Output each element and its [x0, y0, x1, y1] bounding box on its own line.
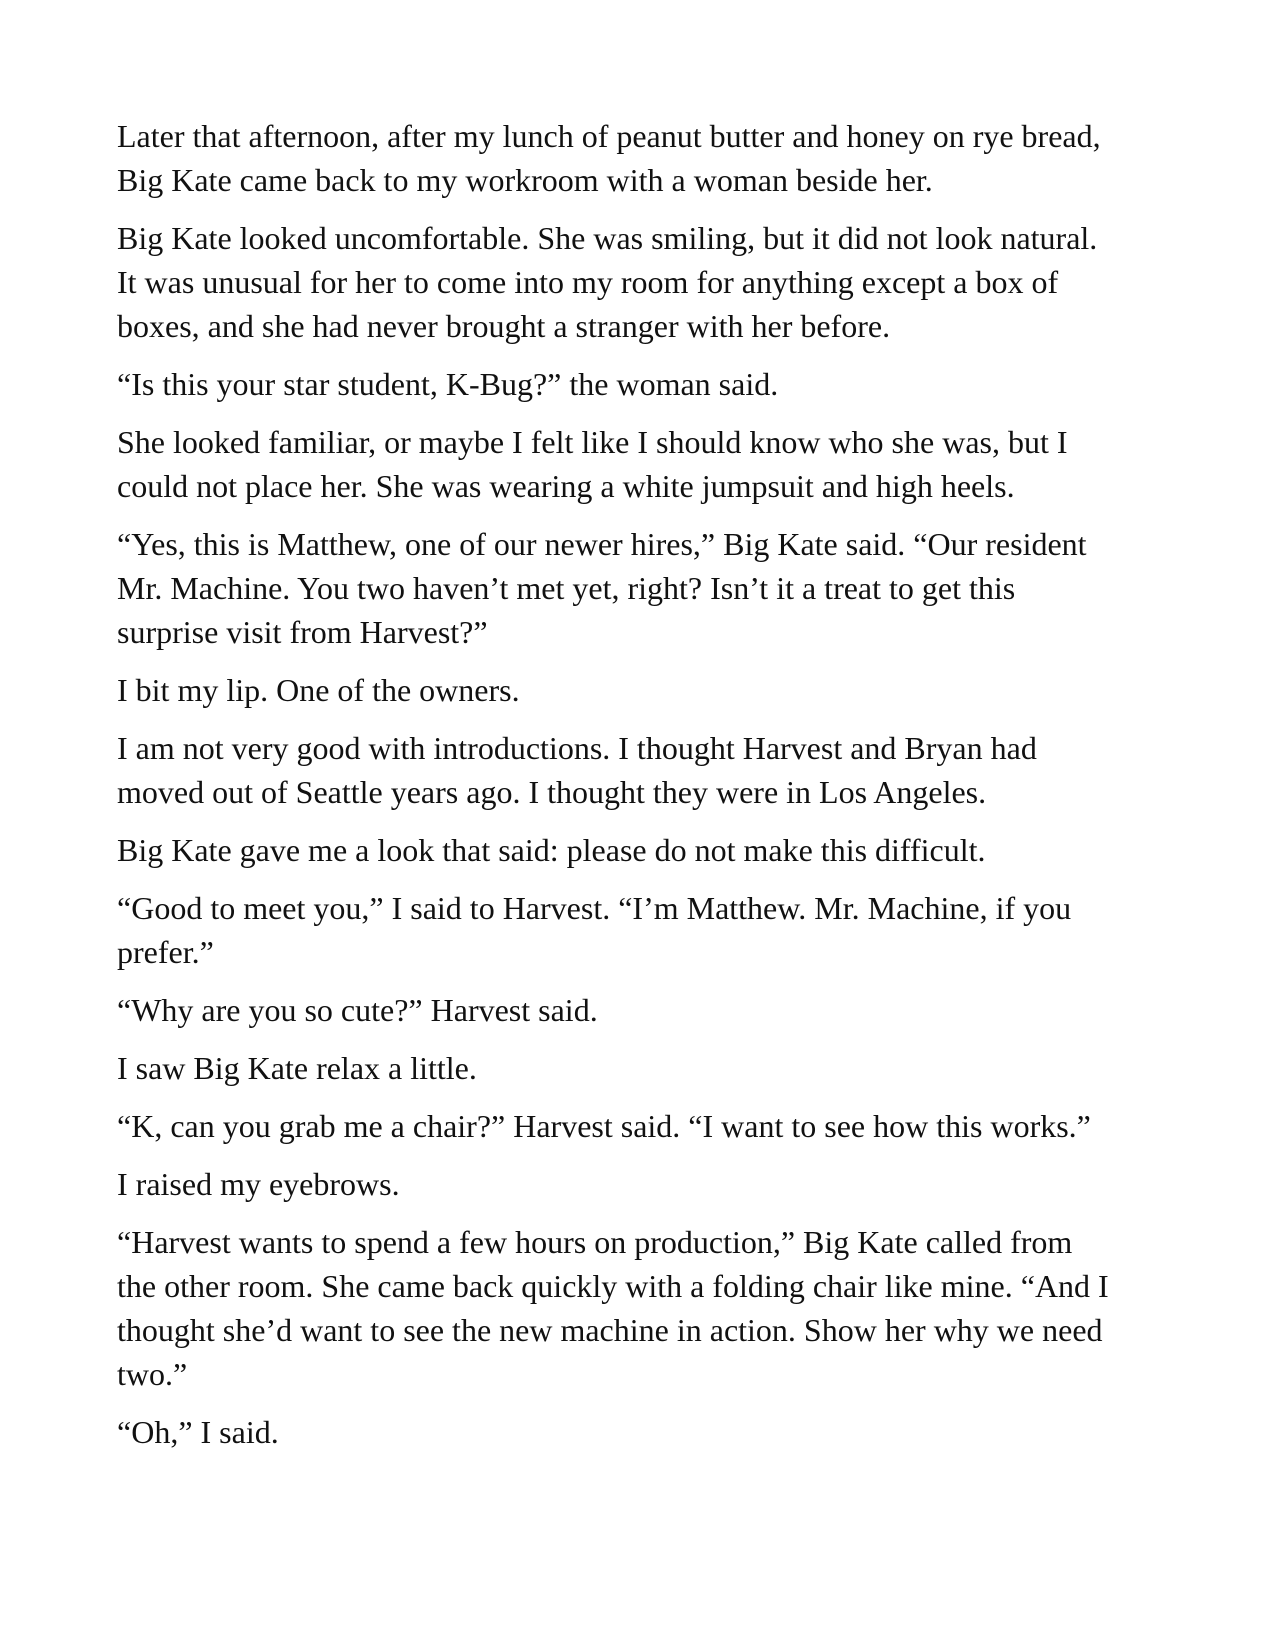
text-line: Big Kate looked uncomfortable. She was smiling, but it did not look natural. — [117, 220, 1098, 256]
paragraph — [117, 420, 1162, 508]
text-line: “Why are you so cute?” Harvest said. — [117, 992, 598, 1028]
text-line: prefer.” — [117, 934, 214, 970]
text-line: I raised my eyebrows. — [117, 1166, 400, 1202]
text-line: moved out of Seattle years ago. I thought they were in Los Angeles. — [117, 774, 987, 810]
document-body — [117, 114, 1162, 1468]
text-line: boxes, and she had never brought a stranger with her before. — [117, 308, 891, 344]
paragraph — [117, 668, 1162, 712]
text-line: “Oh,” I said. — [117, 1414, 279, 1450]
paragraph — [117, 828, 1162, 872]
text-line: Big Kate came back to my workroom with a woman beside her. — [117, 162, 933, 198]
paragraph — [117, 1104, 1162, 1148]
paragraph — [117, 522, 1162, 654]
paragraph — [117, 988, 1162, 1032]
text-line: Mr. Machine. You two haven’t met yet, right? Isn’t it a treat to get this — [117, 570, 1016, 606]
paragraph — [117, 216, 1162, 348]
text-line: thought she’d want to see the new machine in action. Show her why we need — [117, 1312, 1103, 1348]
text-line: I saw Big Kate relax a little. — [117, 1050, 477, 1086]
paragraph — [117, 726, 1162, 814]
text-line: “K, can you grab me a chair?” Harvest said. “I want to see how this works.” — [117, 1108, 1091, 1144]
paragraph — [117, 114, 1162, 202]
paragraph — [117, 1410, 1162, 1454]
text-line: I am not very good with introductions. I thought Harvest and Bryan had — [117, 730, 1037, 766]
text-line: “Good to meet you,” I said to Harvest. “I’m Matthew. Mr. Machine, if you — [117, 890, 1072, 926]
paragraph — [117, 1046, 1162, 1090]
paragraph — [117, 886, 1162, 974]
paragraph — [117, 362, 1162, 406]
text-line: two.” — [117, 1356, 188, 1392]
text-line: could not place her. She was wearing a white jumpsuit and high heels. — [117, 468, 1015, 504]
paragraph — [117, 1162, 1162, 1206]
text-line: the other room. She came back quickly with a folding chair like mine. “And I — [117, 1268, 1109, 1304]
text-line: Big Kate gave me a look that said: please do not make this difficult. — [117, 832, 986, 868]
text-line: “Yes, this is Matthew, one of our newer hires,” Big Kate said. “Our resident — [117, 526, 1087, 562]
text-line: surprise visit from Harvest?” — [117, 614, 488, 650]
text-line: I bit my lip. One of the owners. — [117, 672, 520, 708]
text-line: “Harvest wants to spend a few hours on production,” Big Kate called from — [117, 1224, 1073, 1260]
text-line: Later that afternoon, after my lunch of peanut butter and honey on rye bread, — [117, 118, 1101, 154]
text-line: She looked familiar, or maybe I felt like I should know who she was, but I — [117, 424, 1068, 460]
text-line: “Is this your star student, K-Bug?” the woman said. — [117, 366, 779, 402]
text-line: It was unusual for her to come into my room for anything except a box of — [117, 264, 1059, 300]
paragraph — [117, 1220, 1162, 1396]
